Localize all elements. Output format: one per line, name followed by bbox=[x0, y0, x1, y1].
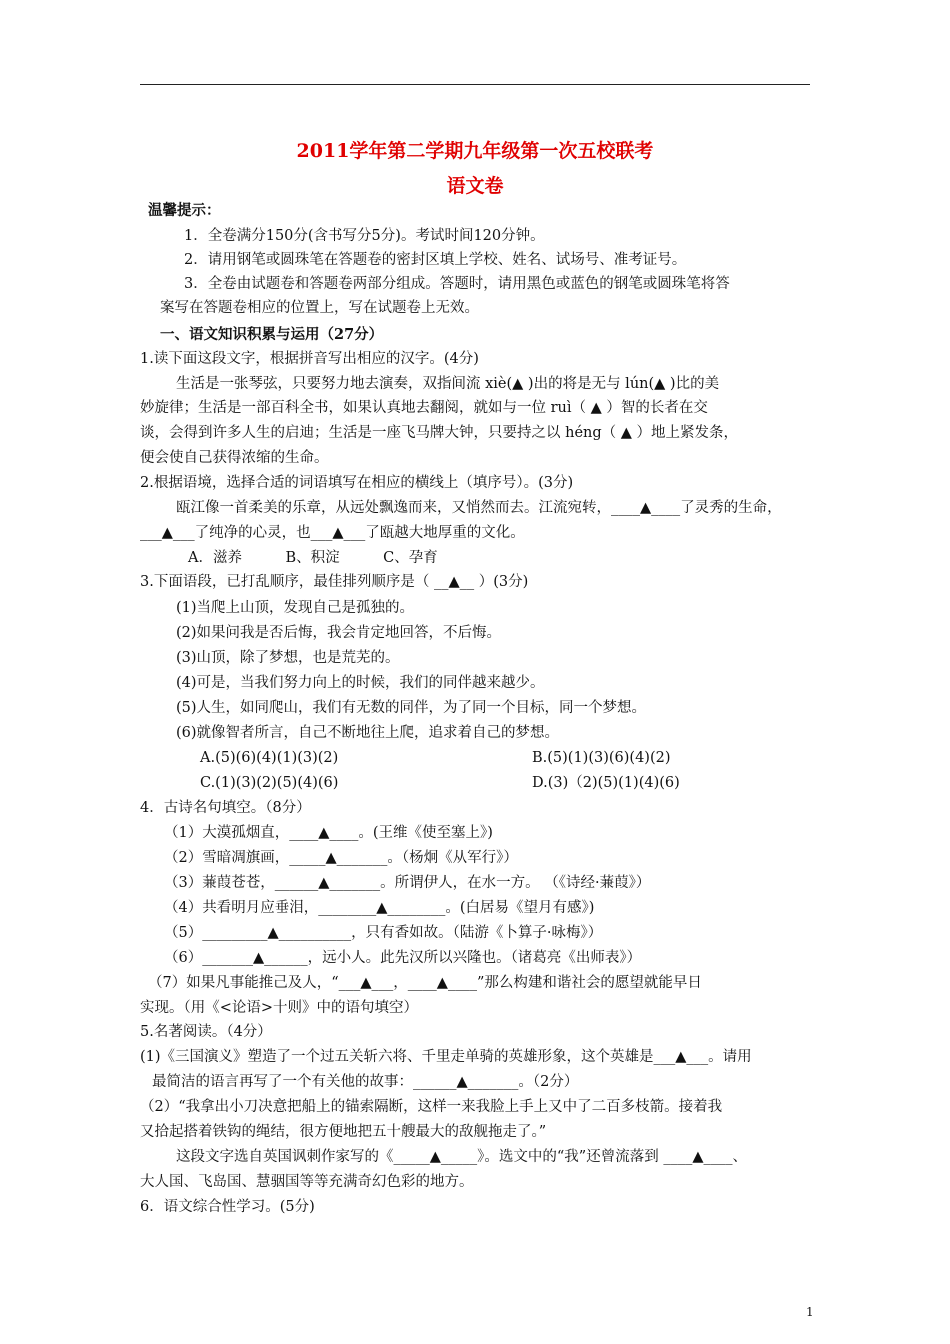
text-line: 实现。（用《<论语>十则》中的语句填空） bbox=[140, 1000, 419, 1016]
text-line: (5)人生，如同爬山，我们有无数的同伴，为了同一个目标，同一个梦想。 bbox=[176, 700, 647, 716]
text-line: 这段文字选自英国讽刺作家写的《_____▲_____》。选文中的“我”还曾流落到 ____▲____、 bbox=[176, 1149, 747, 1165]
text-line: 瓯江像一首柔美的乐章，从远处飘逸而来，又悄然而去。江流宛转，____▲____了灵秀的生命， bbox=[176, 500, 782, 516]
text-line: (2)如果问我是否后悔，我会肯定地回答，不后悔。 bbox=[176, 625, 502, 641]
text-line: (1)当爬上山顶，发现自己是孤独的。 bbox=[176, 600, 415, 616]
text-line: （3）蒹葭苍苍，______▲_______。所谓伊人，在水一方。 （《诗经·蒹葭》） bbox=[164, 875, 651, 891]
text-line: 便会使自己获得浓缩的生命。 bbox=[140, 450, 329, 466]
text-line: 2．请用钢笔或圆珠笔在答题卷的密封区填上学校、姓名、试场号、准考证号。 bbox=[184, 252, 687, 268]
text-line: 谈，会得到许多人生的启迪；生活是一座飞马牌大钟，只要持之以 héng（ ▲ ）地上紧发条， bbox=[140, 425, 739, 441]
text-line: 4．古诗名句填空。（8分） bbox=[140, 800, 311, 816]
text-line: (6)就像智者所言，自己不断地往上爬，追求着自己的梦想。 bbox=[176, 725, 560, 741]
text-line: ___▲___了纯净的心灵，也___▲___了瓯越大地厚重的文化。 bbox=[140, 525, 525, 541]
text-line: 又拾起搭着铁钩的绳结，很方便地把五十艘最大的敌舰拖走了。” bbox=[140, 1124, 547, 1140]
text-line: 大人国、飞岛国、慧骃国等等充满奇幻色彩的地方。 bbox=[140, 1174, 474, 1190]
text-line: D.(3)（2)(5)(1)(4)(6) bbox=[532, 775, 680, 791]
tips-heading: 温馨提示： bbox=[148, 202, 221, 219]
text-line: (1)《三国演义》塑造了一个过五关斩六将、千里走单骑的英雄形象，这个英雄是___▲___。请用 bbox=[140, 1049, 752, 1065]
header-rule bbox=[140, 84, 810, 85]
text-line: 5.名著阅读。（4分） bbox=[140, 1024, 272, 1040]
text-line: 6．语文综合性学习。(5分) bbox=[140, 1199, 315, 1215]
text-line: 一、语文知识积累与运用（27分） bbox=[160, 326, 384, 343]
text-line: 案写在答题卷相应的位置上，写在试题卷上无效。 bbox=[160, 300, 479, 316]
text-line: （5）_________▲__________，只有香如故。（陆游《卜算子·咏梅》） bbox=[164, 925, 603, 941]
page-number: 1 bbox=[806, 1305, 814, 1319]
text-line: A．滋养 B、积淀 C、孕育 bbox=[188, 550, 438, 566]
text-line: （1）大漠孤烟直，____▲____。(王维《使至塞上》) bbox=[164, 825, 493, 841]
text-line: 3．全卷由试题卷和答题卷两部分组成。答题时，请用黑色或蓝色的钢笔或圆珠笔将答 bbox=[184, 276, 730, 292]
text-line: B.(5)(1)(3)(6)(4)(2) bbox=[532, 750, 671, 766]
text-line: (4)可是，当我们努力向上的时候，我们的同伴越来越少。 bbox=[176, 675, 545, 691]
text-line: （2）“我拿出小刀决意把船上的锚索隔断，这样一来我脸上手上又中了二百多枝箭。接着我 bbox=[140, 1099, 723, 1115]
text-line: A.(5)(6)(4)(1)(3)(2) bbox=[200, 750, 339, 766]
text-line: (3)山顶，除了梦想，也是荒芜的。 bbox=[176, 650, 400, 666]
text-line: 1．全卷满分150分(含书写分5分)。考试时间120分钟。 bbox=[184, 228, 545, 244]
text-line: C.(1)(3)(2)(5)(4)(6) bbox=[200, 775, 339, 791]
text-line: 1.读下面这段文字，根据拼音写出相应的汉字。(4分) bbox=[140, 351, 479, 367]
text-line: （7）如果凡事能推己及人，“___▲___，____▲____”那么构建和谐社会的愿望就能早日 bbox=[148, 975, 702, 991]
text-line: （6）_______▲______，远小人。此先汉所以兴隆也。（诸葛亮《出师表》） bbox=[164, 950, 642, 966]
text-line: 3.下面语段，已打乱顺序，最佳排列顺序是（ __▲__ ）(3分) bbox=[140, 574, 529, 590]
text-line: 最简洁的语言再写了一个有关他的故事：______▲_______。（2分） bbox=[152, 1074, 579, 1090]
text-line: 生活是一张琴弦，只要努力地去演奏，双指间流 xiè(▲ )出的将是无与 lún(▲ )比的美 bbox=[176, 376, 720, 392]
text-line: 2.根据语境，选择合适的词语填写在相应的横线上（填序号）。(3分) bbox=[140, 475, 574, 491]
page-subtitle: 语文卷 bbox=[446, 175, 504, 197]
text-line: 妙旋律；生活是一部百科全书，如果认真地去翻阅，就如与一位 ruì（ ▲ ）智的长者在交 bbox=[140, 400, 708, 416]
text-line: （2）雪暗凋旗画，_____▲_______。（杨炯《从军行》） bbox=[164, 850, 518, 866]
text-line: （4）共看明月应垂泪，________▲________。(白居易《望月有感》) bbox=[164, 900, 595, 916]
page-title: 2011学年第二学期九年级第一次五校联考 bbox=[296, 140, 654, 162]
